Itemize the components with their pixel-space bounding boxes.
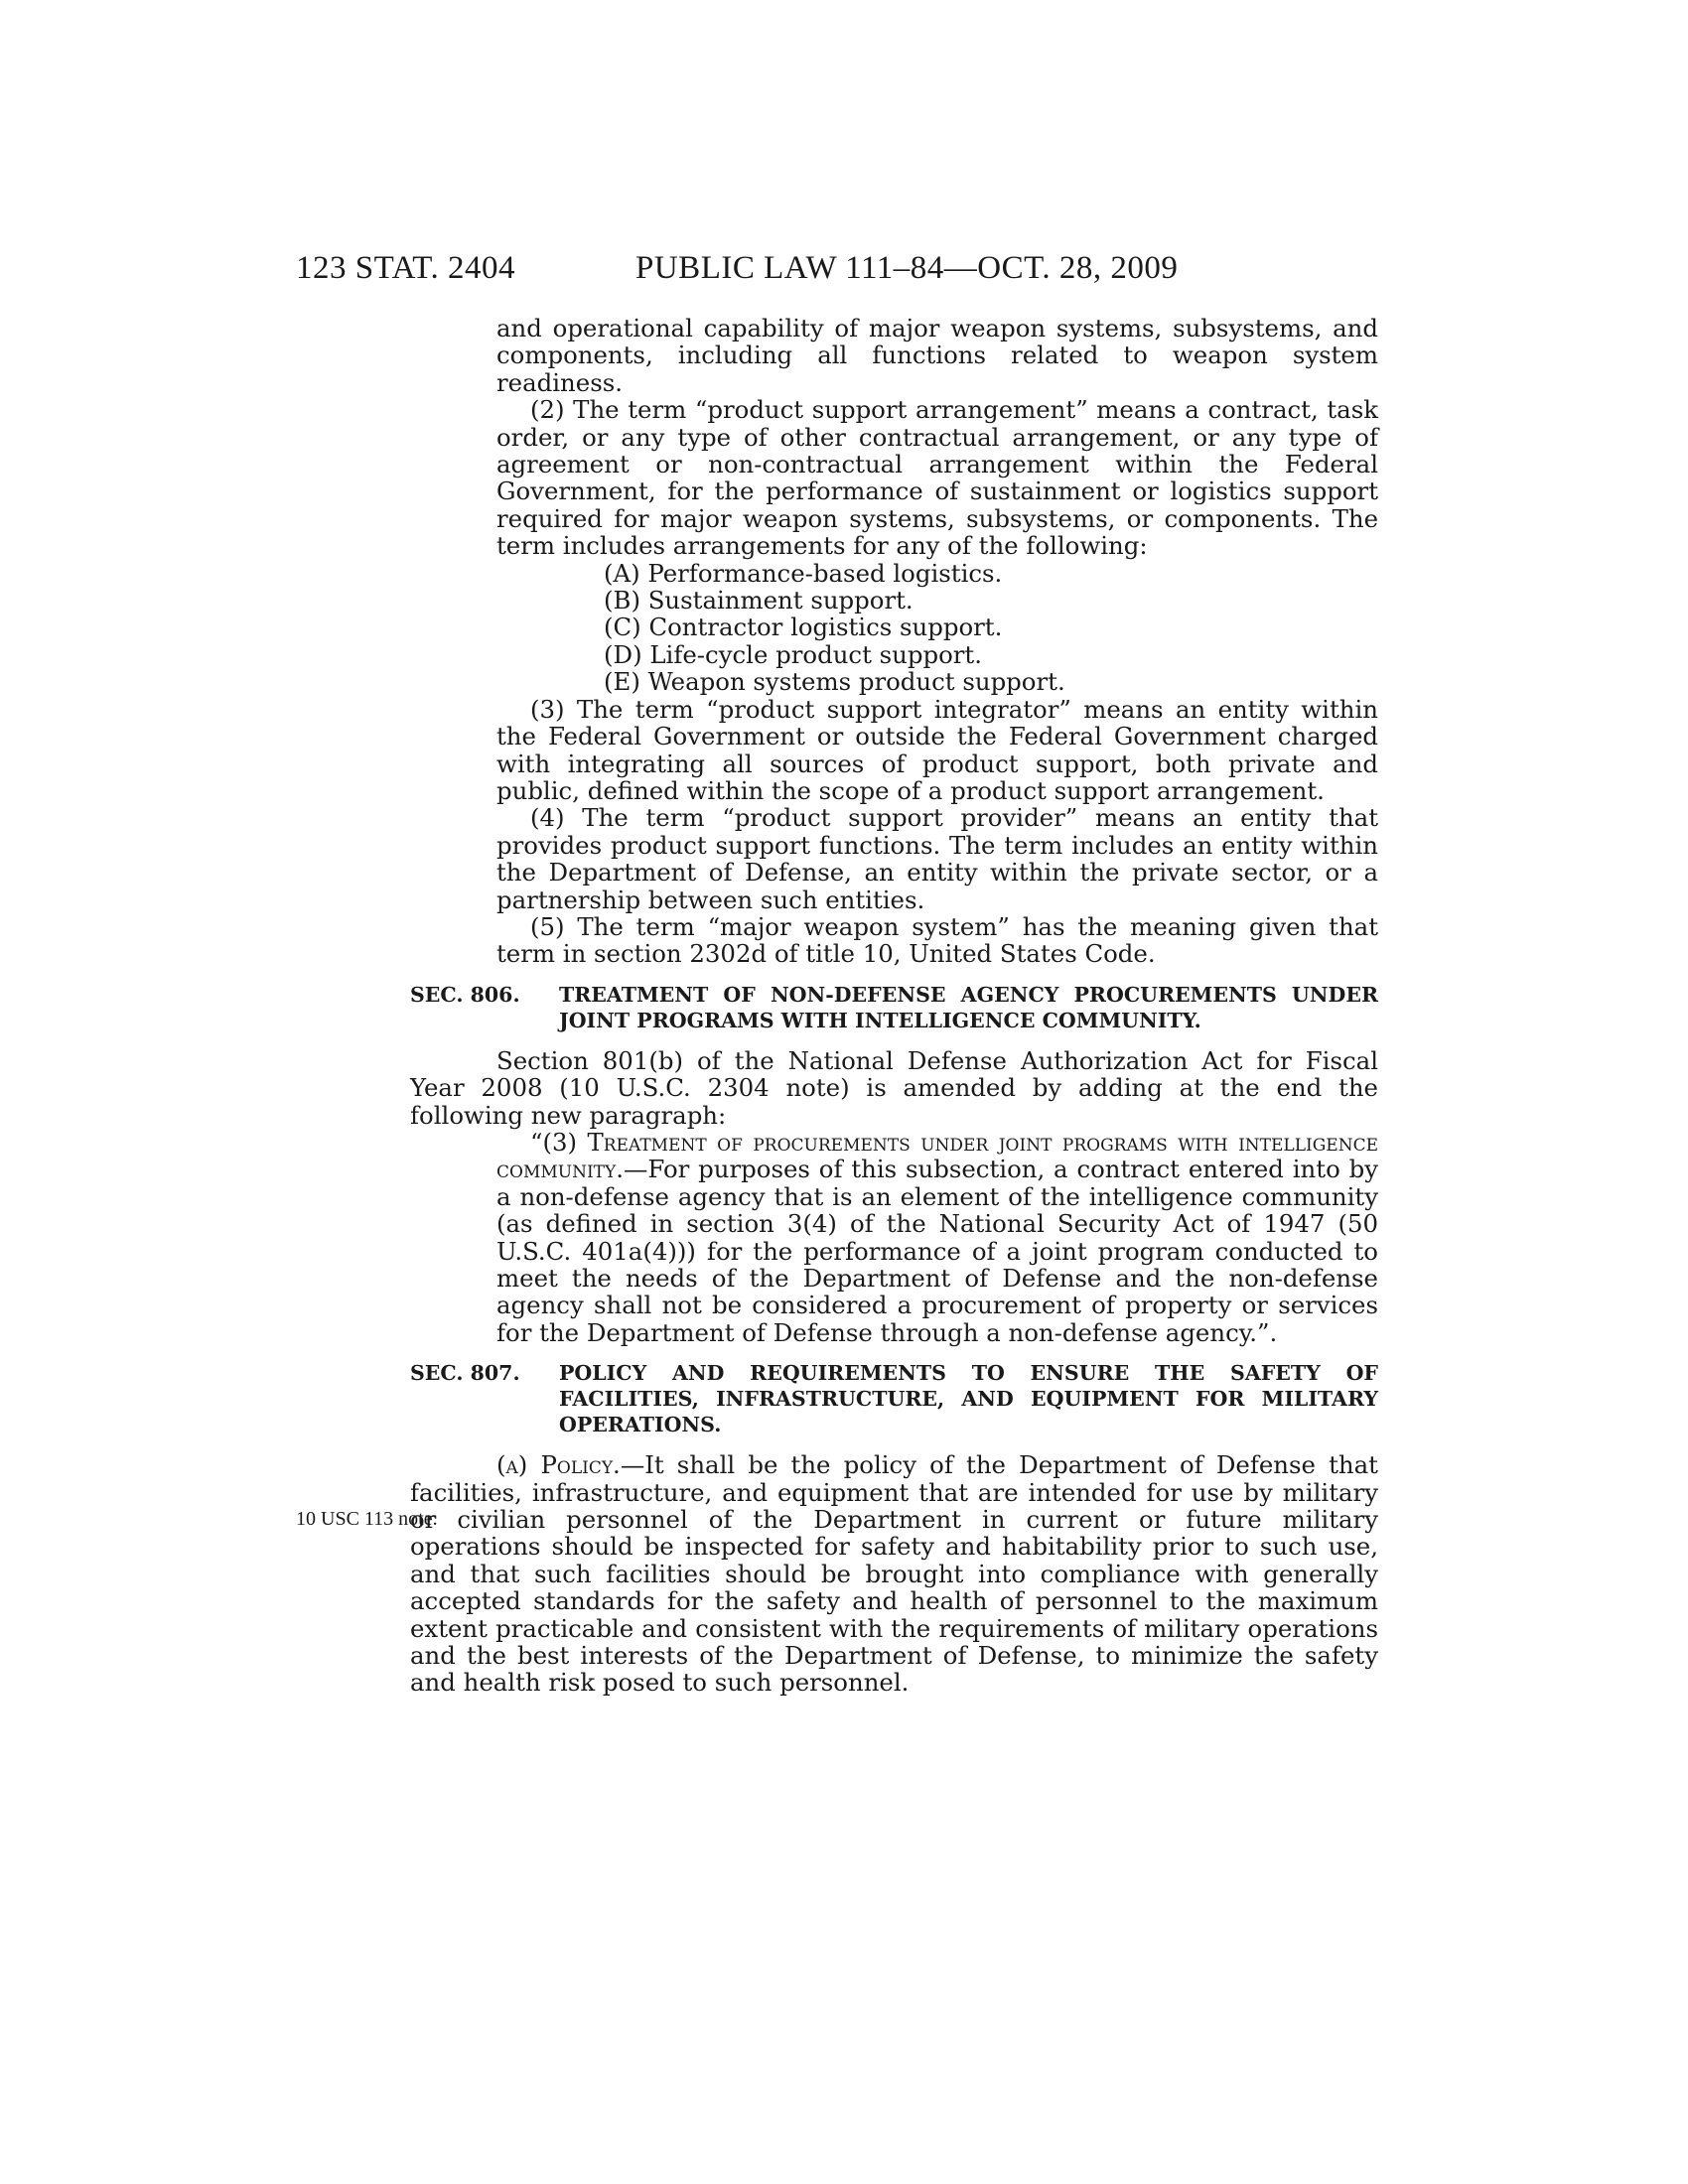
definition-4: (4) The term “product support provider” means an entity that provides product support functions. The term includes an entity within the Department of Defense, an entity within the private sector, or a partnership between such entities. bbox=[496, 803, 1378, 914]
section-806-heading bbox=[410, 982, 1378, 1033]
section-807-number: SEC. 807. bbox=[410, 1361, 520, 1386]
definition-2-item-d: (D) Life-cycle product support. bbox=[604, 639, 982, 669]
section-806-title: TREATMENT OF NON-DEFENSE AGENCY PROCUREMENTS UNDER JOINT PROGRAMS WITH INTELLIGENCE COMMUNITY. bbox=[559, 982, 1378, 1032]
running-header bbox=[0, 250, 1688, 290]
section-806-number: SEC. 806. bbox=[410, 982, 520, 1007]
definition-3: (3) The term “product support integrator” means an entity within the Federal Government or outside the Federal Government charged with integrating all sources of product support, both private and public, defined within the scope of a product support arrangement. bbox=[496, 694, 1378, 805]
quoted-paragraph-text: —For purposes of this subsection, a contract entered into by a non-defense agency that is an element of the intelligence community (as defined in section 3(4) of the National Security Act of 1947 (50 U.S.C. 401a(4))) for the performance of a joint program conducted to meet the needs of the Department of Defense and the non-defense agency shall not be considered a procurement of property or services for the Department of Defense through a non-defense agency.”. bbox=[496, 1155, 1378, 1347]
section-806-text: Section 801(b) of the National Defense Authorization Act for Fiscal Year 2008 (10 U.S.C. 2304 note) is amended by adding at the end the following new paragraph: bbox=[410, 1045, 1378, 1130]
definition-1-continued: and operational capability of major weapon systems, subsystems, and components, including all functions related to weapon system readiness. bbox=[496, 314, 1378, 397]
subsection-a-heading: (a) Policy. bbox=[496, 1450, 621, 1480]
subsection-a-text: —It shall be the policy of the Department of Defense that facilities, infrastructure, and equipment that are intended for use by military or civilian personnel of the Department in current or future military operations should be inspected for safety and habitability prior to such use, and that such facilities should be brought into compliance with generally accepted standards for the safety and health of personnel to the maximum extent practicable and consistent with the requirements of military operations and the best interests of the Department of Defense, to minimize the safety and health risk posed to such personnel. bbox=[410, 1450, 1378, 1698]
definition-2: (2) The term “product support arrangement” means a contract, task order, or any type of other contractual arrangement, or any type of agreement or non-contractual arrangement within the Federal Government, for the performance of sustainment or logistics support required for major weapon systems, subsystems, or components. The term includes arrangements for any of the following: bbox=[496, 395, 1378, 561]
section-807-title: POLICY AND REQUIREMENTS TO ENSURE THE SAFETY OF FACILITIES, INFRASTRUCTURE, AND EQUIPMENT FOR MILITARY OPERATIONS. bbox=[559, 1361, 1378, 1437]
section-807-heading bbox=[410, 1360, 1378, 1437]
definition-5: (5) The term “major weapon system” has the meaning given that term in section 2302d of title 10, United States Code. bbox=[496, 911, 1378, 969]
definition-2-item-b: (B) Sustainment support. bbox=[604, 586, 914, 615]
definition-2-item-e: (E) Weapon systems product support. bbox=[604, 667, 1065, 697]
section-807-subsection-a bbox=[410, 1451, 1378, 1697]
body-column bbox=[410, 314, 1378, 1698]
definition-2-item-c: (C) Contractor logistics support. bbox=[604, 613, 1003, 642]
definition-2-item-a: (A) Performance-based logistics. bbox=[604, 558, 1003, 588]
margin-note-sec-807: 10 USC 113 note. bbox=[296, 1508, 438, 1530]
stat-citation: 123 STAT. 2404 bbox=[296, 250, 516, 286]
section-806-quoted-paragraph bbox=[496, 1129, 1378, 1346]
quoted-paragraph-heading: “(3) Treatment of procurements under joint programs with intelligence community. bbox=[496, 1127, 1378, 1184]
law-title: PUBLIC LAW 111–84—OCT. 28, 2009 bbox=[635, 250, 1179, 286]
